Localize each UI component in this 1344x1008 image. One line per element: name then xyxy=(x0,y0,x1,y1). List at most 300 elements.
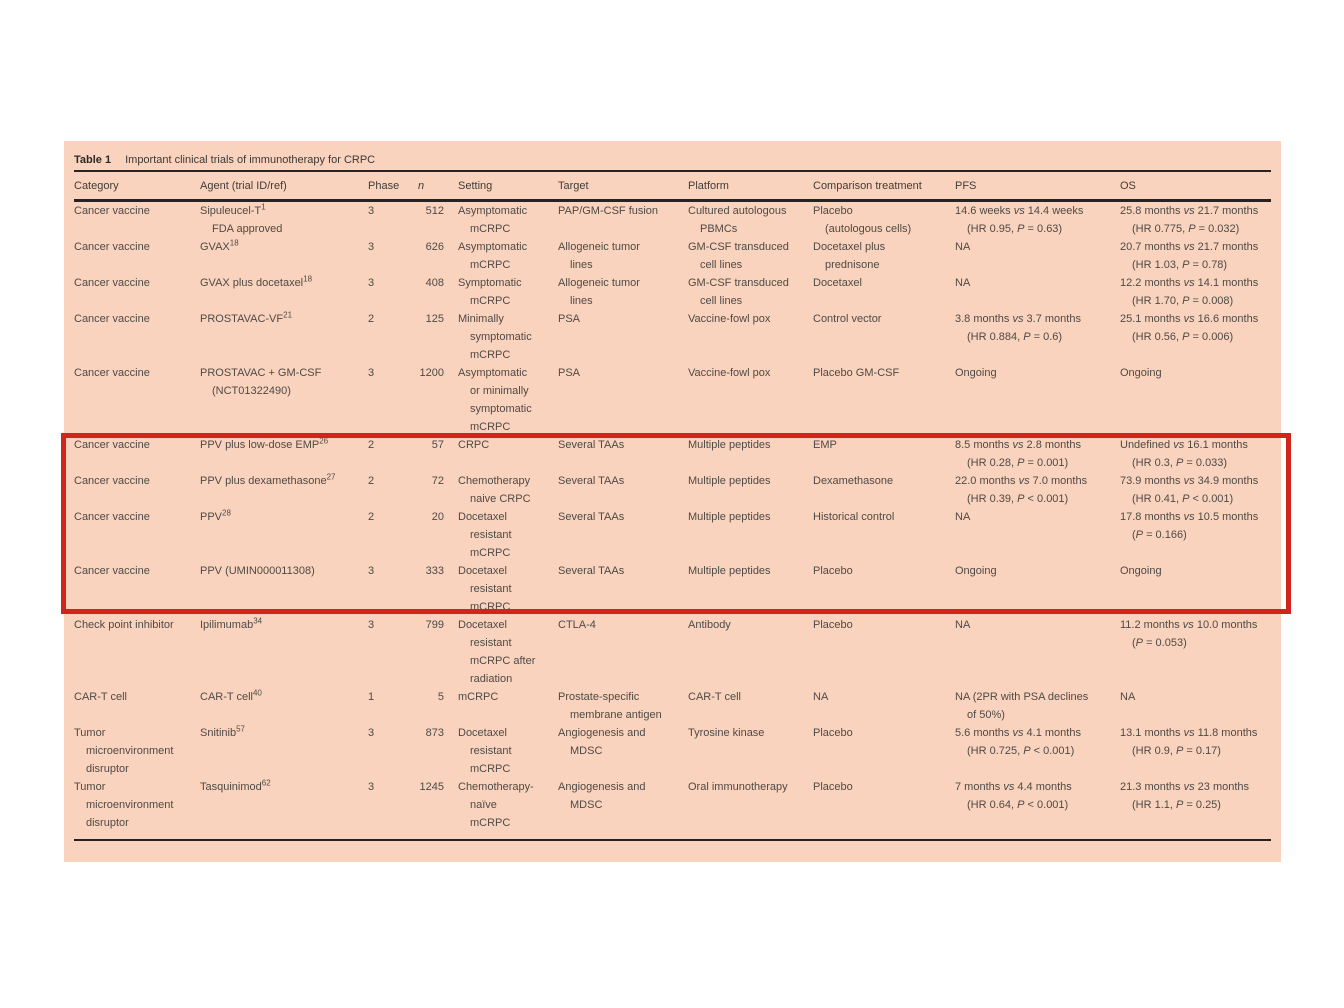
text-line: Docetaxel xyxy=(458,727,507,739)
cell-n xyxy=(410,202,448,238)
text-line: disruptor xyxy=(86,763,129,775)
cell-comparison xyxy=(813,238,955,274)
text-line: Multiple peptides xyxy=(688,511,771,523)
text-line: (HR 1.03, P = 0.78) xyxy=(1132,259,1228,271)
table-row xyxy=(74,472,1271,508)
text-line: membrane antigen xyxy=(570,709,662,721)
text-line: OS xyxy=(1120,180,1136,192)
text-line: Sipuleucel-$T^1$ xyxy=(200,202,266,217)
cell-target xyxy=(558,616,688,688)
text-line: Cancer vaccine xyxy=(74,277,150,289)
text-line: Angiogenesis and xyxy=(558,727,646,739)
text-line: NA (2PR with PSA declines xyxy=(955,691,1089,703)
cell-os xyxy=(1120,778,1271,832)
cell-platform xyxy=(688,724,813,778)
text-line: Docetaxel xyxy=(813,277,862,289)
cell-category xyxy=(74,688,200,724)
cell-setting xyxy=(448,238,558,274)
text-line: 873 xyxy=(425,727,444,739)
text-line: 73.9 months vs 34.9 months xyxy=(1120,475,1259,487)
column-header-comparison xyxy=(813,177,955,195)
cell-phase xyxy=(364,508,410,562)
text-line: Cancer vaccine xyxy=(74,511,150,523)
cell-platform xyxy=(688,436,813,472)
text-line: Antibody xyxy=(688,619,731,631)
text-line: lines xyxy=(570,259,593,271)
column-header-platform xyxy=(688,177,813,195)
cell-os xyxy=(1120,508,1271,562)
text-line: Asymptomatic xyxy=(458,367,528,379)
text-line: PBMCs xyxy=(700,223,738,235)
cell-target xyxy=(558,508,688,562)
cell-agent xyxy=(200,724,364,778)
text-line: n xyxy=(418,180,425,192)
text-line: 2 xyxy=(368,313,375,325)
text-line: (P = 0.053) xyxy=(1132,637,1187,649)
cell-agent xyxy=(200,274,364,310)
text-line: PPV$^{28}$ xyxy=(200,508,231,523)
text-line: Several TAAs xyxy=(558,475,625,487)
text-line: Control vector xyxy=(813,313,882,325)
table-row xyxy=(74,562,1271,616)
text-line: cell lines xyxy=(700,295,743,307)
column-header-n xyxy=(410,177,448,195)
table-row xyxy=(74,274,1271,310)
text-line: mCRPC xyxy=(470,223,511,235)
text-line: 20 xyxy=(431,511,444,523)
text-line: Cancer vaccine xyxy=(74,439,150,451)
cell-phase xyxy=(364,688,410,724)
text-line: 8.5 months vs 2.8 months xyxy=(955,439,1081,451)
text-line: 3 xyxy=(368,205,375,217)
cell-setting xyxy=(448,616,558,688)
cell-n xyxy=(410,508,448,562)
cell-setting xyxy=(448,202,558,238)
cell-n xyxy=(410,310,448,364)
column-header-setting xyxy=(448,177,558,195)
text-line: Docetaxel xyxy=(458,619,507,631)
text-line: Prostate-specific xyxy=(558,691,640,703)
text-line: Docetaxel xyxy=(458,565,507,577)
text-line: Multiple peptides xyxy=(688,439,771,451)
cell-n xyxy=(410,274,448,310)
text-line: (NCT01322490) xyxy=(212,385,291,397)
text-line: resistant xyxy=(470,745,512,757)
cell-n xyxy=(410,472,448,508)
table-row xyxy=(74,310,1271,364)
text-line: 3 xyxy=(368,781,375,793)
table-title xyxy=(74,151,1271,169)
cell-os xyxy=(1120,238,1271,274)
text-line: Ipilimumab$^{34}$ xyxy=(200,616,263,631)
text-line: Cancer vaccine xyxy=(74,241,150,253)
text-line: 1245 xyxy=(419,781,444,793)
cell-os xyxy=(1120,310,1271,364)
text-line: FDA approved xyxy=(212,223,283,235)
text-line: Phase xyxy=(368,180,400,192)
text-line: (HR 0.884, P = 0.6) xyxy=(967,331,1063,343)
cell-target xyxy=(558,274,688,310)
text-line: Ongoing xyxy=(955,565,997,577)
cell-comparison xyxy=(813,562,955,616)
cell-pfs xyxy=(955,724,1120,778)
text-line: 17.8 months vs 10.5 months xyxy=(1120,511,1259,523)
text-line: PSA xyxy=(558,367,581,379)
text-line: Ongoing xyxy=(1120,565,1162,577)
cell-pfs xyxy=(955,238,1120,274)
text-line: Multiple peptides xyxy=(688,565,771,577)
cell-phase xyxy=(364,562,410,616)
cell-n xyxy=(410,616,448,688)
text-line: mCRPC xyxy=(470,601,511,613)
text-line: (HR 1.70, P = 0.008) xyxy=(1132,295,1234,307)
text-line: 7 months vs 4.4 months xyxy=(955,781,1072,793)
text-line: Several TAAs xyxy=(558,511,625,523)
text-line: Tasquinimod$^{62}$ xyxy=(200,778,271,793)
text-line: 21.3 months vs 23 months xyxy=(1120,781,1250,793)
cell-phase xyxy=(364,472,410,508)
cell-setting xyxy=(448,562,558,616)
text-line: Allogeneic tumor xyxy=(558,277,640,289)
rule-bottom xyxy=(74,839,1271,841)
cell-target xyxy=(558,436,688,472)
text-line: resistant xyxy=(470,529,512,541)
text-line: resistant xyxy=(470,637,512,649)
cell-phase xyxy=(364,724,410,778)
text-line: (P = 0.166) xyxy=(1132,529,1187,541)
cell-comparison xyxy=(813,616,955,688)
text-line: resistant xyxy=(470,583,512,595)
text-line: 1 xyxy=(368,691,375,703)
text-line: Several TAAs xyxy=(558,565,625,577)
cell-phase xyxy=(364,364,410,436)
text-line: Cancer vaccine xyxy=(74,565,150,577)
cell-phase xyxy=(364,436,410,472)
text-line: Platform xyxy=(688,180,729,192)
cell-platform xyxy=(688,238,813,274)
cell-target xyxy=(558,778,688,832)
text-line: 5.6 months vs 4.1 months xyxy=(955,727,1081,739)
table-row xyxy=(74,778,1271,832)
cell-comparison xyxy=(813,472,955,508)
text-line: 12.2 months vs 14.1 months xyxy=(1120,277,1259,289)
column-header-agent xyxy=(200,177,364,195)
text-line: symptomatic xyxy=(470,331,532,343)
text-line: Comparison treatment xyxy=(813,180,922,192)
table-row xyxy=(74,724,1271,778)
cell-os xyxy=(1120,472,1271,508)
text-line: Allogeneic tumor xyxy=(558,241,640,253)
cell-comparison xyxy=(813,508,955,562)
text-line: GVAX plus docetaxel$^{18}$ xyxy=(200,274,313,289)
cell-comparison xyxy=(813,202,955,238)
text-line: 2 xyxy=(368,511,375,523)
text-line: cell lines xyxy=(700,259,743,271)
text-line: PROSTAVAC-VF$^{21}$ xyxy=(200,310,293,325)
text-line: 3.8 months vs 3.7 months xyxy=(955,313,1081,325)
cell-setting xyxy=(448,364,558,436)
cell-setting xyxy=(448,310,558,364)
cell-n xyxy=(410,778,448,832)
text-line: NA xyxy=(955,241,971,253)
cell-agent xyxy=(200,436,364,472)
text-line: mCRPC xyxy=(470,421,511,433)
text-line: mCRPC after xyxy=(470,655,536,667)
text-line: Cancer vaccine xyxy=(74,475,150,487)
text-line: NA xyxy=(955,511,971,523)
cell-setting xyxy=(448,688,558,724)
cell-pfs xyxy=(955,688,1120,724)
text-line: NA xyxy=(955,277,971,289)
text-line: 14.6 weeks vs 14.4 weeks xyxy=(955,205,1084,217)
text-line: disruptor xyxy=(86,817,129,829)
table-title-text: Important clinical trials of immunotherapy for CRPC xyxy=(125,154,376,166)
table-row xyxy=(74,238,1271,274)
text-line: 3 xyxy=(368,619,375,631)
cell-os xyxy=(1120,616,1271,688)
text-line: Tumor xyxy=(74,727,106,739)
cell-os xyxy=(1120,436,1271,472)
text-line: 20.7 months vs 21.7 months xyxy=(1120,241,1259,253)
text-line: Target xyxy=(558,180,589,192)
text-line: Check point inhibitor xyxy=(74,619,174,631)
cell-agent xyxy=(200,472,364,508)
cell-n xyxy=(410,688,448,724)
text-line: prednisone xyxy=(825,259,880,271)
text-line: PPV (UMIN000011308) xyxy=(200,565,315,577)
cell-category xyxy=(74,508,200,562)
text-line: Placebo xyxy=(813,565,853,577)
text-line: (HR 0.64, P < 0.001) xyxy=(967,799,1069,811)
text-line: 5 xyxy=(437,691,444,703)
text-line: symptomatic xyxy=(470,403,532,415)
cell-phase xyxy=(364,238,410,274)
cell-agent xyxy=(200,202,364,238)
cell-category xyxy=(74,364,200,436)
text-line: 626 xyxy=(425,241,444,253)
text-line: Chemotherapy- xyxy=(458,781,534,793)
cell-pfs xyxy=(955,616,1120,688)
cell-platform xyxy=(688,562,813,616)
cell-pfs xyxy=(955,562,1120,616)
table-panel xyxy=(64,141,1281,862)
text-line: CAR-T cell xyxy=(688,691,741,703)
text-line: 25.8 months vs 21.7 months xyxy=(1120,205,1259,217)
text-line: Ongoing xyxy=(1120,367,1162,379)
cell-pfs xyxy=(955,202,1120,238)
table-row xyxy=(74,364,1271,436)
text-line: mCRPC xyxy=(458,691,499,703)
cell-agent xyxy=(200,616,364,688)
cell-agent xyxy=(200,310,364,364)
text-line: PPV plus low-dose EMP$^{26}$ xyxy=(200,436,329,451)
cell-n xyxy=(410,436,448,472)
cell-agent xyxy=(200,238,364,274)
text-line: 3 xyxy=(368,277,375,289)
text-line: (HR 1.1, P = 0.25) xyxy=(1132,799,1221,811)
text-line: Docetaxel plus xyxy=(813,241,886,253)
cell-agent xyxy=(200,778,364,832)
text-line: CRPC xyxy=(458,439,490,451)
text-line: PAP/GM-CSF fusion xyxy=(558,205,659,217)
cell-target xyxy=(558,238,688,274)
cell-os xyxy=(1120,274,1271,310)
text-line: EMP xyxy=(813,439,837,451)
text-line: Placebo GM-CSF xyxy=(813,367,900,379)
text-line: Oral immunotherapy xyxy=(688,781,788,793)
cell-setting xyxy=(448,508,558,562)
text-line: Asymptomatic xyxy=(458,205,528,217)
text-line: 2 xyxy=(368,439,375,451)
text-line: mCRPC xyxy=(470,763,511,775)
table-title-label: Table 1 xyxy=(74,154,112,166)
cell-comparison xyxy=(813,688,955,724)
text-line: Ongoing xyxy=(955,367,997,379)
cell-pfs xyxy=(955,508,1120,562)
cell-platform xyxy=(688,274,813,310)
cell-phase xyxy=(364,310,410,364)
cell-os xyxy=(1120,688,1271,724)
text-line: radiation xyxy=(470,673,513,685)
cell-phase xyxy=(364,202,410,238)
cell-comparison xyxy=(813,274,955,310)
table-row xyxy=(74,688,1271,724)
text-line: Placebo xyxy=(813,781,853,793)
cell-category xyxy=(74,436,200,472)
text-line: mCRPC xyxy=(470,295,511,307)
text-line: Category xyxy=(74,180,119,192)
text-line: lines xyxy=(570,295,593,307)
text-line: 25.1 months vs 16.6 months xyxy=(1120,313,1259,325)
text-line: or minimally xyxy=(470,385,529,397)
cell-platform xyxy=(688,364,813,436)
text-line: CTLA-4 xyxy=(558,619,596,631)
text-line: 57 xyxy=(431,439,444,451)
text-line: 799 xyxy=(425,619,444,631)
cell-setting xyxy=(448,472,558,508)
text-line: Docetaxel xyxy=(458,511,507,523)
text-line: Vaccine-fowl pox xyxy=(688,313,771,325)
text-line: Asymptomatic xyxy=(458,241,528,253)
cell-category xyxy=(74,562,200,616)
text-line: CAR-T cell xyxy=(74,691,127,703)
text-line: (HR 0.56, P = 0.006) xyxy=(1132,331,1234,343)
text-line: Placebo xyxy=(813,727,853,739)
cell-os xyxy=(1120,202,1271,238)
cell-os xyxy=(1120,364,1271,436)
cell-target xyxy=(558,364,688,436)
cell-setting xyxy=(448,436,558,472)
text-line: 3 xyxy=(368,241,375,253)
cell-phase xyxy=(364,778,410,832)
text-line: Chemotherapy xyxy=(458,475,531,487)
text-line: PPV plus dexamethasone$^{27}$ xyxy=(200,472,336,487)
cell-comparison xyxy=(813,724,955,778)
cell-category xyxy=(74,274,200,310)
text-line: 2 xyxy=(368,475,375,487)
cell-phase xyxy=(364,616,410,688)
cell-agent xyxy=(200,364,364,436)
text-line: (HR 0.95, P = 0.63) xyxy=(967,223,1063,235)
cell-target xyxy=(558,202,688,238)
text-line: Minimally xyxy=(458,313,504,325)
cell-platform xyxy=(688,472,813,508)
text-line: 408 xyxy=(425,277,444,289)
cell-setting xyxy=(448,778,558,832)
cell-os xyxy=(1120,724,1271,778)
text-line: 3 xyxy=(368,727,375,739)
text-line: Symptomatic xyxy=(458,277,522,289)
cell-pfs xyxy=(955,436,1120,472)
cell-setting xyxy=(448,274,558,310)
text-line: (autologous cells) xyxy=(825,223,912,235)
cell-category xyxy=(74,472,200,508)
cell-comparison xyxy=(813,436,955,472)
text-line: CAR-T cell$^{40}$ xyxy=(200,688,262,703)
text-line: Tyrosine kinase xyxy=(688,727,765,739)
cell-comparison xyxy=(813,364,955,436)
table-row xyxy=(74,616,1271,688)
text-line: Dexamethasone xyxy=(813,475,894,487)
text-line: 72 xyxy=(431,475,444,487)
text-line: Undefined vs 16.1 months xyxy=(1120,439,1248,451)
text-line: mCRPC xyxy=(470,259,511,271)
column-header-os xyxy=(1120,177,1271,195)
text-line: MDSC xyxy=(570,799,603,811)
text-line: Several TAAs xyxy=(558,439,625,451)
cell-pfs xyxy=(955,472,1120,508)
cell-pfs xyxy=(955,778,1120,832)
text-line: 125 xyxy=(425,313,444,325)
cell-phase xyxy=(364,274,410,310)
text-line: 11.2 months vs 10.0 months xyxy=(1120,619,1258,631)
cell-platform xyxy=(688,688,813,724)
text-line: (HR 0.28, P = 0.001) xyxy=(967,457,1069,469)
column-header-phase xyxy=(364,177,410,195)
cell-comparison xyxy=(813,310,955,364)
text-line: Placebo xyxy=(813,619,853,631)
text-line: Cancer vaccine xyxy=(74,367,150,379)
cell-target xyxy=(558,310,688,364)
text-line: (HR 0.3, P = 0.033) xyxy=(1132,457,1228,469)
column-header-pfs xyxy=(955,177,1120,195)
cell-n xyxy=(410,724,448,778)
text-line: 333 xyxy=(425,565,444,577)
cell-pfs xyxy=(955,274,1120,310)
cell-n xyxy=(410,562,448,616)
text-line: NA xyxy=(813,691,829,703)
text-line: 512 xyxy=(425,205,444,217)
cell-agent xyxy=(200,508,364,562)
cell-platform xyxy=(688,508,813,562)
table-row xyxy=(74,202,1271,238)
text-line: naïve xyxy=(470,799,497,811)
text-line: of 50%) xyxy=(967,709,1005,721)
text-line: mCRPC xyxy=(470,547,511,559)
text-line: Cancer vaccine xyxy=(74,205,150,217)
text-line: microenvironment xyxy=(86,745,174,757)
cell-platform xyxy=(688,202,813,238)
cell-target xyxy=(558,724,688,778)
cell-category xyxy=(74,202,200,238)
cell-os xyxy=(1120,562,1271,616)
cell-n xyxy=(410,238,448,274)
text-line: mCRPC xyxy=(470,817,511,829)
cell-n xyxy=(410,364,448,436)
text-line: PROSTAVAC + GM-CSF xyxy=(200,367,322,379)
cell-target xyxy=(558,562,688,616)
text-line: Snitinib$^{57}$ xyxy=(200,724,245,739)
